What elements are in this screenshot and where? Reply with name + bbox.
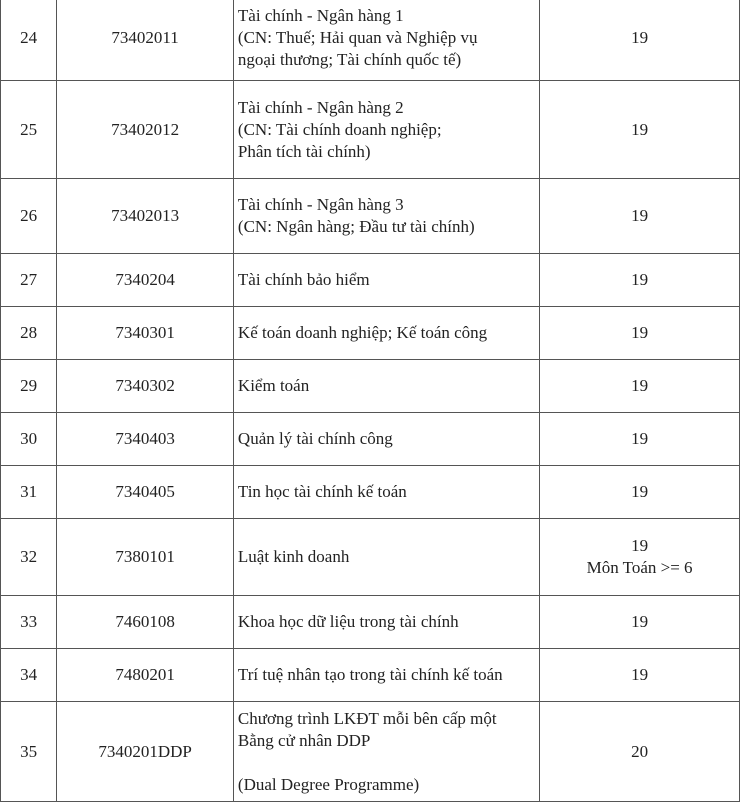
row-number: 29 [1, 360, 57, 413]
row-number: 35 [1, 702, 57, 802]
major-name [233, 649, 539, 702]
score-line: 19 [631, 665, 649, 684]
major-name-line: Tài chính - Ngân hàng 2 [237, 97, 404, 117]
admission-score [540, 0, 740, 81]
table-row [1, 0, 740, 81]
table-row [1, 466, 740, 519]
major-code: 7340301 [57, 307, 234, 360]
major-code: 7340204 [57, 254, 234, 307]
score-line: 19 [631, 323, 649, 342]
row-number: 33 [1, 596, 57, 649]
major-name [233, 179, 539, 254]
row-number: 28 [1, 307, 57, 360]
major-name-line: Kiểm toán [237, 376, 310, 395]
major-code: 7460108 [57, 596, 234, 649]
admission-score [540, 81, 740, 179]
major-name [233, 519, 539, 596]
row-number: 24 [1, 0, 57, 81]
admission-score [540, 254, 740, 307]
table-row [1, 649, 740, 702]
major-code: 7380101 [57, 519, 234, 596]
score-line: 19 [631, 482, 649, 501]
major-name-line: (CN: Tài chính doanh nghiệp; [237, 119, 442, 139]
major-name-line: Khoa học dữ liệu trong tài chính [237, 612, 459, 631]
row-number: 34 [1, 649, 57, 702]
score-line: 20 [631, 741, 649, 761]
score-line: 19 [631, 536, 649, 555]
major-name [233, 0, 539, 81]
major-name [233, 360, 539, 413]
major-name-line: (CN: Ngân hàng; Đầu tư tài chính) [237, 217, 475, 236]
major-code: 7340201DDP [57, 702, 234, 802]
major-name [233, 702, 539, 802]
major-name-line: Trí tuệ nhân tạo trong tài chính kế toán [237, 665, 503, 684]
major-name-line: Tài chính - Ngân hàng 3 [237, 195, 404, 214]
score-line: 19 [631, 376, 649, 395]
major-name-line: Tin học tài chính kế toán [237, 482, 407, 501]
major-code: 7340405 [57, 466, 234, 519]
major-name [233, 254, 539, 307]
major-name-line: Bằng cử nhân DDP [237, 730, 371, 750]
table-row [1, 519, 740, 596]
table-row [1, 307, 740, 360]
major-name [233, 413, 539, 466]
major-name-line: Quản lý tài chính công [237, 429, 393, 448]
row-number: 27 [1, 254, 57, 307]
admission-score [540, 649, 740, 702]
major-name-line: (CN: Thuế; Hải quan và Nghiệp vụ [237, 27, 478, 47]
major-name-line: Phân tích tài chính) [237, 141, 371, 161]
major-name-line: (Dual Degree Programme) [237, 774, 420, 794]
score-line: 19 [631, 119, 649, 139]
row-number: 25 [1, 81, 57, 179]
major-code: 73402013 [57, 179, 234, 254]
row-number: 26 [1, 179, 57, 254]
major-name-line: Kế toán doanh nghiệp; Kế toán công [237, 323, 488, 342]
table-row [1, 254, 740, 307]
table-body [1, 0, 740, 802]
score-line: 19 [631, 270, 649, 289]
major-name-line: ngoại thương; Tài chính quốc tế) [237, 49, 462, 69]
major-code: 7340302 [57, 360, 234, 413]
major-name-line: Tài chính bảo hiểm [237, 270, 370, 289]
major-name-line: Chương trình LKĐT mỗi bên cấp một [237, 708, 497, 728]
row-number: 32 [1, 519, 57, 596]
admission-score [540, 596, 740, 649]
score-line: Môn Toán >= 6 [586, 558, 693, 577]
major-name [233, 307, 539, 360]
table-row [1, 179, 740, 254]
table-row [1, 702, 740, 802]
admission-score [540, 466, 740, 519]
score-line: 19 [631, 612, 649, 631]
major-code: 73402011 [57, 0, 234, 81]
score-line: 19 [631, 206, 649, 225]
major-name-line [238, 752, 535, 774]
major-name [233, 81, 539, 179]
table-row [1, 360, 740, 413]
table-row [1, 413, 740, 466]
score-line: 19 [631, 429, 649, 448]
admission-score [540, 413, 740, 466]
admission-score [540, 179, 740, 254]
admission-score [540, 307, 740, 360]
admission-score [540, 702, 740, 802]
table-row [1, 81, 740, 179]
table-row [1, 596, 740, 649]
admission-score [540, 519, 740, 596]
major-code: 73402012 [57, 81, 234, 179]
major-name [233, 466, 539, 519]
major-name [233, 596, 539, 649]
admission-score [540, 360, 740, 413]
major-code: 7480201 [57, 649, 234, 702]
score-line: 19 [631, 27, 649, 47]
row-number: 31 [1, 466, 57, 519]
major-name-line: Luật kinh doanh [237, 547, 350, 566]
major-name-line: Tài chính - Ngân hàng 1 [237, 5, 404, 25]
row-number: 30 [1, 413, 57, 466]
major-code: 7340403 [57, 413, 234, 466]
